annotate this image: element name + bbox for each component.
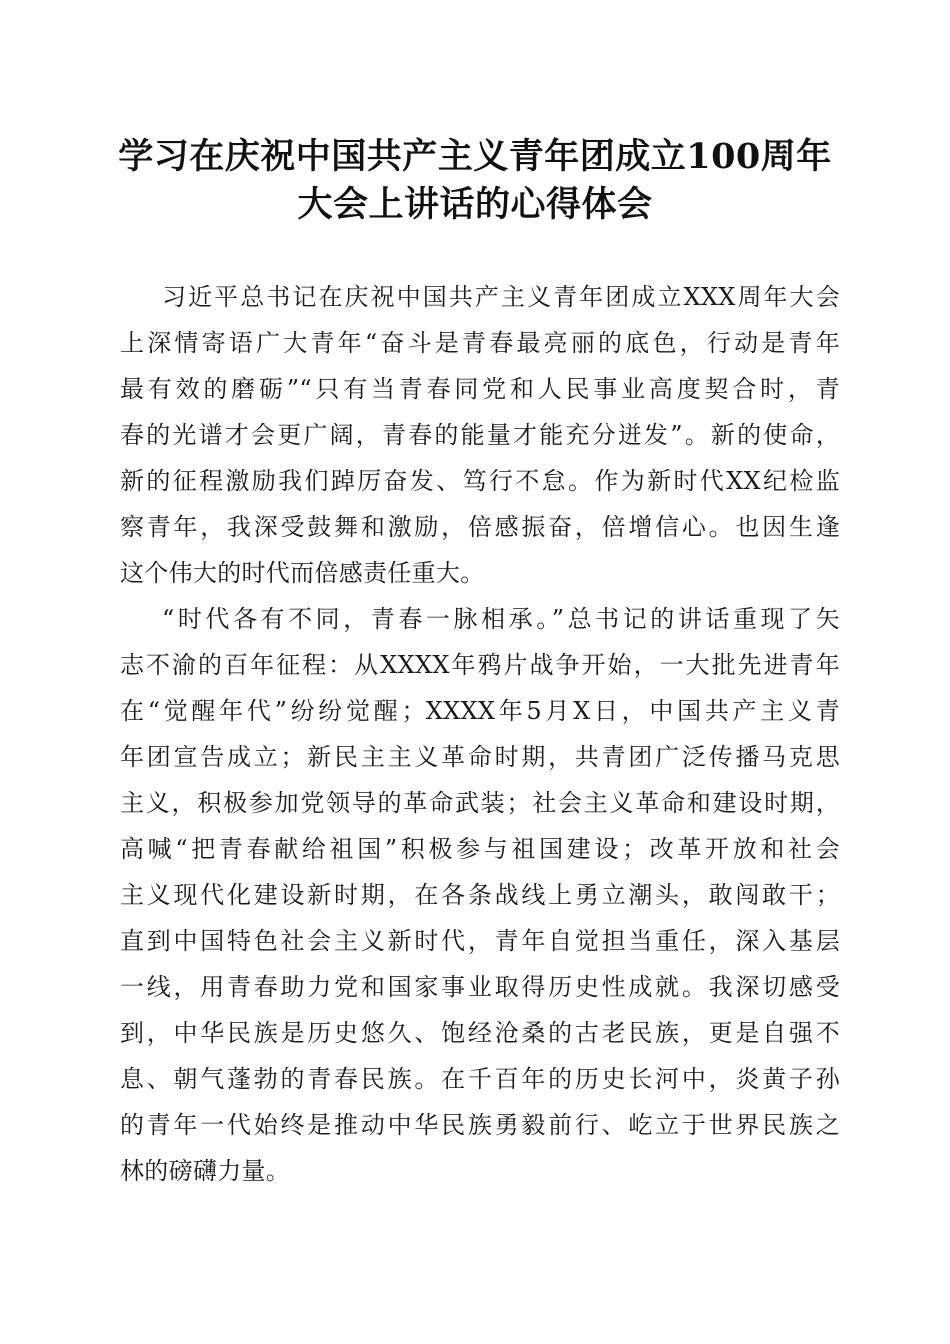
- paragraph-line: 息、朝气蓬勃的青春民族。在千百年的历史长河中，炎黄子孙: [120, 1065, 840, 1093]
- paragraph-line: 春的光谱才会更广阔，青春的能量才能充分迸发”。新的使命，: [120, 421, 840, 449]
- paragraph-line: 志不渝的百年征程：从XXXX年鸦片战争开始，一大批先进青年: [120, 651, 840, 679]
- title-line-2: 大会上讲话的心得体会: [297, 184, 653, 225]
- paragraph-line: 高喊“把青春献给祖国”积极参与祖国建设；改革开放和社会: [120, 835, 840, 863]
- title-line-1: 学习在庆祝中国共产主义青年团成立100周年: [118, 136, 832, 177]
- document-title: [100, 133, 850, 229]
- document-body: [120, 274, 840, 1194]
- paragraph-line: 的青年一代始终是推动中华民族勇毅前行、屹立于世界民族之: [120, 1111, 840, 1139]
- paragraph-line: 习近平总书记在庆祝中国共产主义青年团成立XXX周年大会: [162, 283, 840, 311]
- paragraph-1: [120, 274, 840, 596]
- paragraph-line: 这个伟大的时代而倍感责任重大。: [120, 559, 485, 587]
- paragraph-line: 林的磅礴力量。: [120, 1157, 291, 1185]
- paragraph-line: “时代各有不同，青春一脉相承。”总书记的讲话重现了矢: [162, 605, 840, 633]
- paragraph-line: 直到中国特色社会主义新时代，青年自觉担当重任，深入基层: [120, 927, 840, 955]
- paragraph-line: 一线，用青春助力党和国家事业取得历史性成就。我深切感受: [120, 973, 840, 1001]
- paragraph-line: 年团宣告成立；新民主主义革命时期，共青团广泛传播马克思: [120, 743, 840, 771]
- paragraph-line: 主义现代化建设新时期，在各条战线上勇立潮头，敢闯敢干；: [120, 881, 840, 909]
- paragraph-line: 到，中华民族是历史悠久、饱经沧桑的古老民族，更是自强不: [120, 1019, 840, 1047]
- paragraph-line: 新的征程激励我们踔厉奋发、笃行不怠。作为新时代XX纪检监: [120, 467, 840, 495]
- paragraph-line: 主义，积极参加党领导的革命武装；社会主义革命和建设时期，: [120, 789, 840, 817]
- paragraph-line: 在“觉醒年代”纷纷觉醒；XXXX年5月X日，中国共产主义青: [120, 697, 840, 725]
- paragraph-line: 察青年，我深受鼓舞和激励，倍感振奋，倍增信心。也因生逢: [120, 513, 840, 541]
- paragraph-line: 最有效的磨砺”“只有当青春同党和人民事业高度契合时，青: [120, 375, 840, 403]
- paragraph-2: [120, 596, 840, 1194]
- paragraph-line: 上深情寄语广大青年“奋斗是青春最亮丽的底色，行动是青年: [120, 329, 840, 357]
